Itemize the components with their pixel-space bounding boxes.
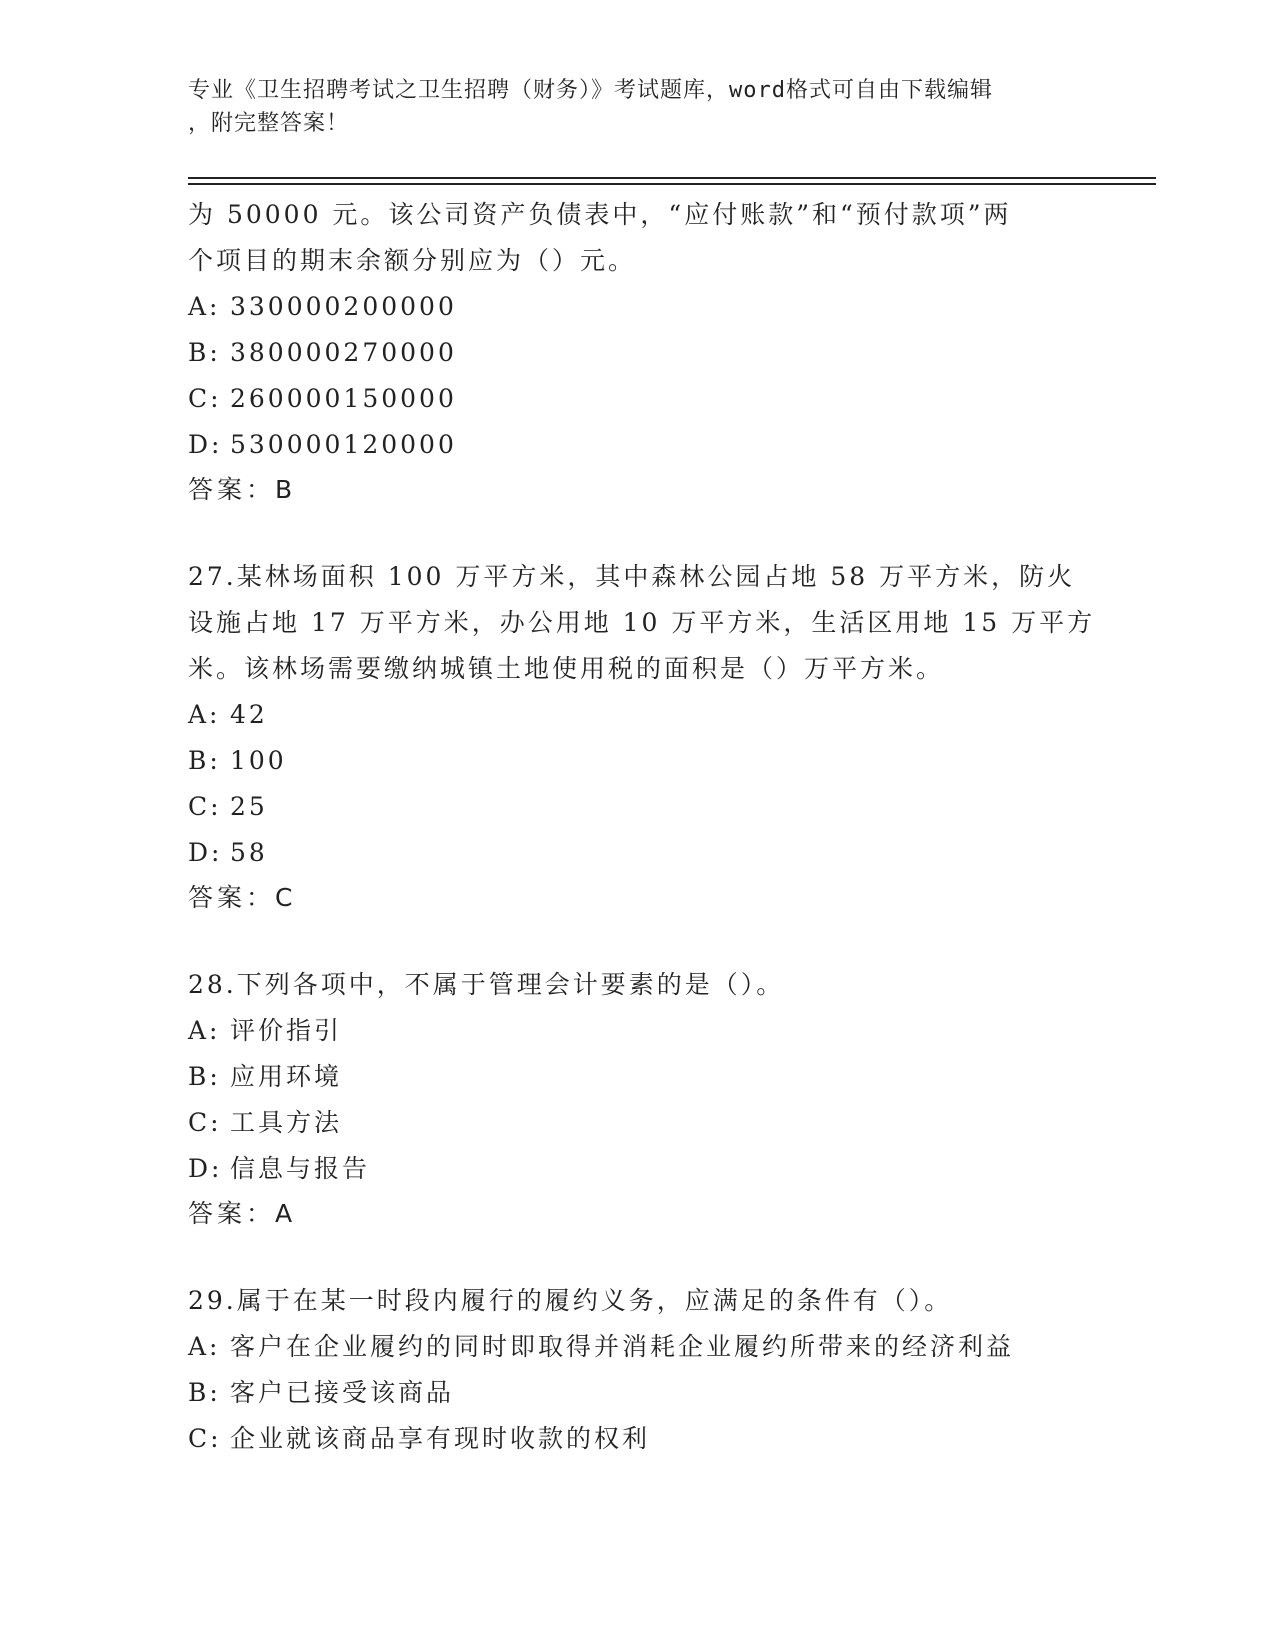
option-c xyxy=(188,1416,1088,1462)
question-26 xyxy=(188,192,1088,512)
option-text: 信息与报告 xyxy=(230,1154,371,1183)
question-text-line: 个项目的期末余额分别应为（）元。 xyxy=(188,246,637,275)
option-b xyxy=(188,330,1088,376)
question-text-line: 29.属于在某一时段内履行的履约义务，应满足的条件有（）。 xyxy=(188,1286,953,1315)
option-key: A: xyxy=(188,1016,221,1045)
option-key: C: xyxy=(188,1108,222,1137)
answer-value: C xyxy=(275,883,295,912)
option-key: A: xyxy=(188,700,221,729)
option-text: 客户在企业履约的同时即取得并消耗企业履约所带来的经济利益 xyxy=(230,1332,1015,1361)
option-text: 工具方法 xyxy=(230,1108,343,1137)
spacer xyxy=(188,920,1088,962)
question-text-line: 27.某林场面积 100 万平方米，其中森林公园占地 58 万平方米，防火 xyxy=(188,562,1076,591)
option-key: D: xyxy=(188,838,223,867)
option-key: A: xyxy=(188,1332,221,1361)
option-text: 评价指引 xyxy=(230,1016,343,1045)
option-b xyxy=(188,1054,1088,1100)
header-line-2: ，附完整答案！ xyxy=(188,111,350,136)
option-a xyxy=(188,284,1088,330)
header-divider-top xyxy=(188,177,1156,179)
question-text-line: 为 50000 元。该公司资产负债表中，“应付账款”和“预付款项”两 xyxy=(188,200,1012,229)
option-key: B: xyxy=(188,338,221,367)
answer-line xyxy=(188,1192,1088,1236)
question-text-line: 设施占地 17 万平方米，办公用地 10 万平方米，生活区用地 15 万平方 xyxy=(188,608,1096,637)
option-b xyxy=(188,738,1088,784)
question-text-line: 米。该林场需要缴纳城镇土地使用税的面积是（）万平方米。 xyxy=(188,654,945,683)
option-key: C: xyxy=(188,384,222,413)
answer-line xyxy=(188,876,1088,920)
option-b xyxy=(188,1370,1088,1416)
option-text: 25 xyxy=(230,792,268,821)
option-d xyxy=(188,422,1088,468)
question-28 xyxy=(188,962,1088,1236)
option-text: 应用环境 xyxy=(230,1062,343,1091)
header-divider-bottom xyxy=(188,183,1156,185)
option-text: 330000200000 xyxy=(230,292,457,321)
option-text: 100 xyxy=(230,746,287,775)
answer-value: B xyxy=(275,475,295,504)
answer-label: 答案： xyxy=(188,475,276,504)
option-c xyxy=(188,784,1088,830)
option-key: B: xyxy=(188,1378,221,1407)
option-text: 客户已接受该商品 xyxy=(230,1378,455,1407)
option-key: A: xyxy=(188,292,221,321)
option-text: 42 xyxy=(230,700,268,729)
option-text: 260000150000 xyxy=(230,384,457,413)
option-key: B: xyxy=(188,1062,221,1091)
spacer xyxy=(188,512,1088,554)
option-key: B: xyxy=(188,746,221,775)
option-key: C: xyxy=(188,1424,222,1453)
question-29 xyxy=(188,1278,1088,1462)
answer-label: 答案： xyxy=(188,883,276,912)
option-key: D: xyxy=(188,1154,223,1183)
option-text: 380000270000 xyxy=(230,338,457,367)
option-key: C: xyxy=(188,792,222,821)
answer-label: 答案： xyxy=(188,1199,276,1228)
answer-line xyxy=(188,468,1088,512)
option-key: D: xyxy=(188,430,223,459)
option-text: 企业就该商品享有现时收款的权利 xyxy=(230,1424,651,1453)
option-a xyxy=(188,692,1088,738)
option-c xyxy=(188,376,1088,422)
question-text-line: 28.下列各项中，不属于管理会计要素的是（）。 xyxy=(188,970,785,999)
answer-value: A xyxy=(275,1199,295,1228)
option-text: 530000120000 xyxy=(230,430,457,459)
option-c xyxy=(188,1100,1088,1146)
option-a xyxy=(188,1008,1088,1054)
document-header xyxy=(188,74,1068,140)
question-27 xyxy=(188,554,1096,920)
option-text: 58 xyxy=(230,838,268,867)
spacer xyxy=(188,1236,1088,1278)
header-line-1: 专业《卫生招聘考试之卫生招聘（财务）》考试题库，word格式可自由下载编辑 xyxy=(188,78,993,103)
option-d xyxy=(188,830,1088,876)
option-d xyxy=(188,1146,1088,1192)
question-list xyxy=(188,192,1096,1462)
option-a xyxy=(188,1324,1088,1370)
